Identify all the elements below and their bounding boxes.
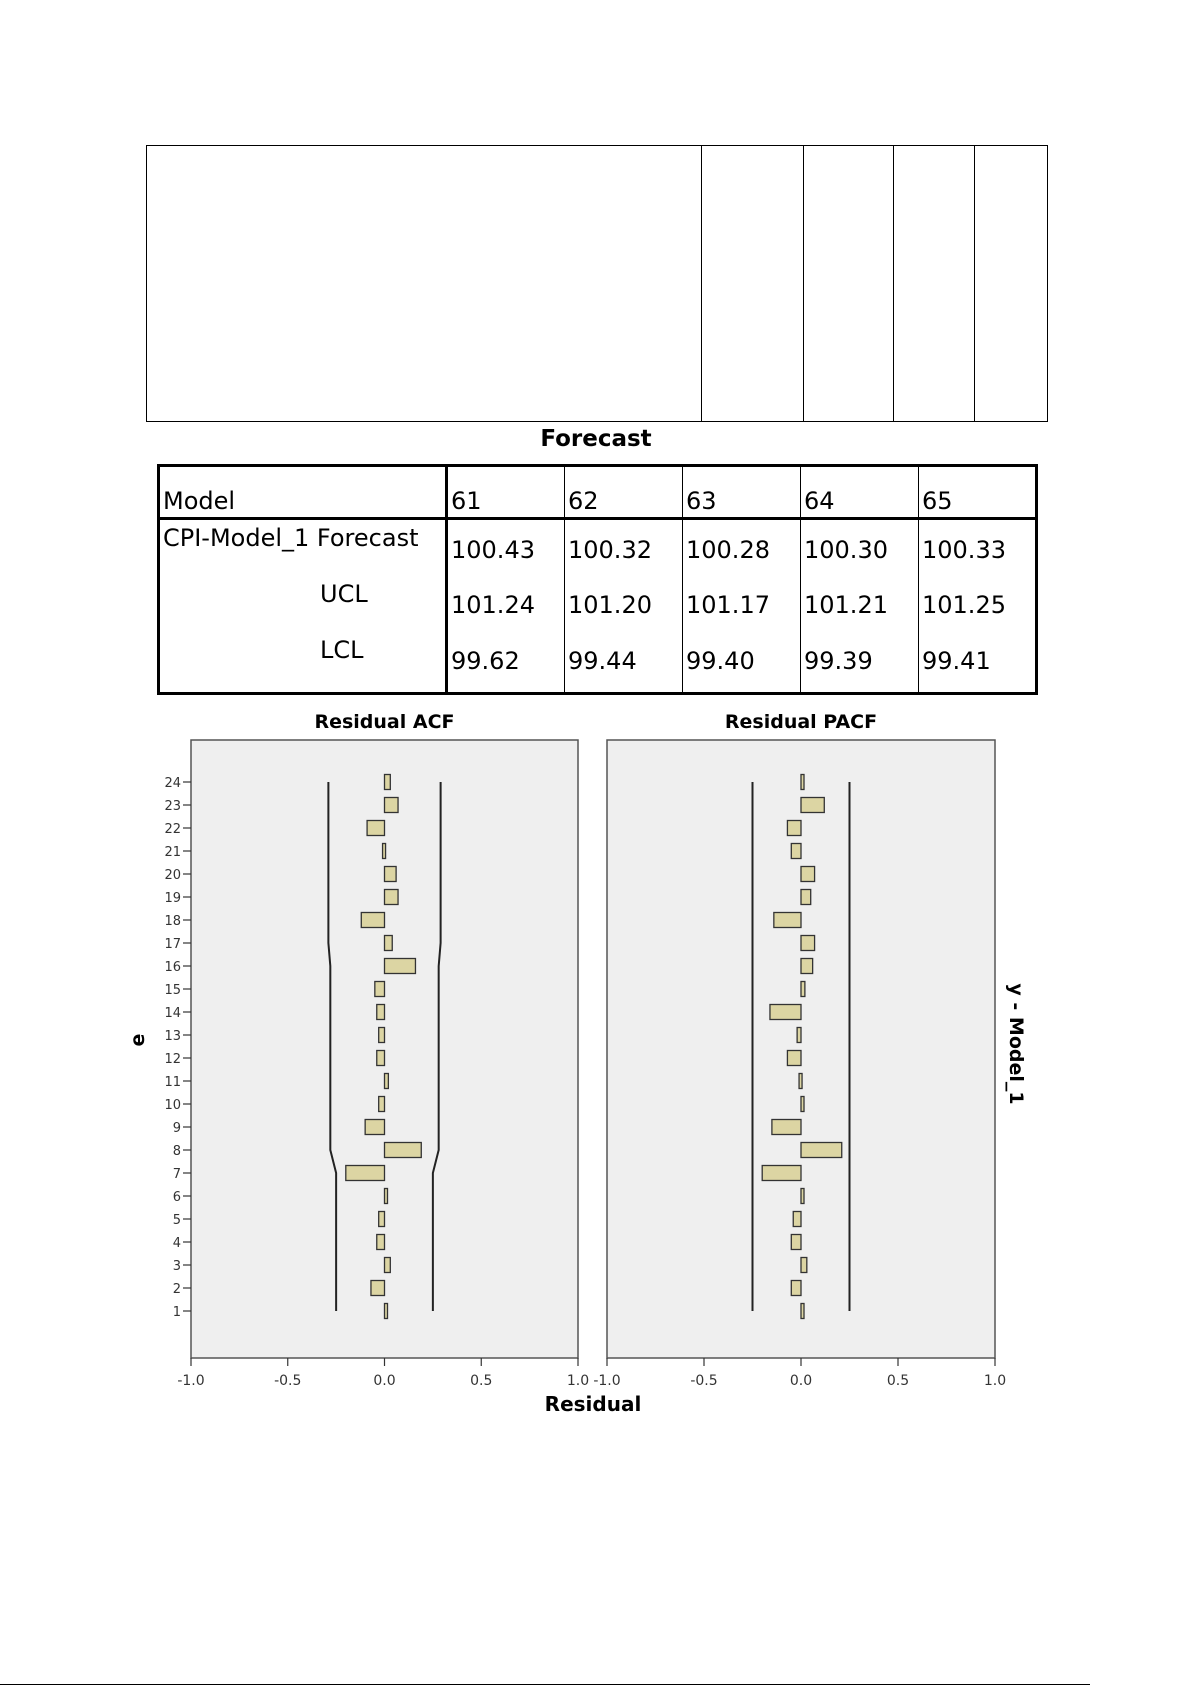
- x-tick-label: -0.5: [274, 1373, 302, 1389]
- y-tick-label: 20: [164, 868, 181, 883]
- residual-bar: [801, 1304, 804, 1319]
- y-tick-label: 9: [172, 1121, 181, 1136]
- x-axis-label: Residual: [544, 1392, 642, 1416]
- x-tick-label: 1.0: [566, 1373, 590, 1389]
- table-cell: 100.43: [447, 519, 565, 581]
- x-tick-label: -1.0: [593, 1373, 621, 1389]
- residual-bar: [377, 1051, 385, 1066]
- residual-bar: [385, 936, 393, 951]
- residual-bar: [361, 913, 384, 928]
- y-tick-label: 4: [172, 1236, 181, 1251]
- y-tick-label: 23: [164, 799, 181, 814]
- y-tick-label: 1: [172, 1305, 181, 1320]
- residual-bar: [367, 821, 384, 836]
- y-tick-label: 10: [164, 1098, 181, 1113]
- x-tick-label: 0.0: [789, 1373, 813, 1389]
- residual-bar: [793, 1212, 801, 1227]
- row-label: LCL: [159, 630, 447, 694]
- residual-bar: [377, 1005, 385, 1020]
- table-cell: 101.17: [683, 580, 801, 630]
- residual-bar: [801, 1258, 807, 1273]
- y-tick-label: 22: [164, 822, 181, 837]
- table-cell: 101.24: [447, 580, 565, 630]
- y-tick-label: 16: [164, 960, 181, 975]
- residual-bar: [379, 1028, 385, 1043]
- table-cell: 100.28: [683, 519, 801, 581]
- y-tick-label: 12: [164, 1052, 181, 1067]
- residual-bar: [346, 1166, 385, 1181]
- header-cell: 61: [447, 466, 565, 519]
- residual-bar: [774, 913, 801, 928]
- residual-bar: [762, 1166, 801, 1181]
- residual-bar: [791, 1281, 801, 1296]
- residual-bar: [787, 1051, 801, 1066]
- table-cell: 101.20: [565, 580, 683, 630]
- y-tick-label: 6: [172, 1190, 181, 1205]
- residual-bar: [385, 798, 399, 813]
- forecast-title: Forecast: [540, 426, 652, 452]
- y-tick-label: 13: [164, 1029, 181, 1044]
- y-tick-label: 7: [172, 1167, 181, 1182]
- residual-bar: [791, 844, 801, 859]
- residual-bar: [801, 775, 804, 790]
- residual-bar: [385, 1074, 389, 1089]
- y-tick-label: 24: [164, 776, 181, 791]
- residual-bar: [801, 867, 815, 882]
- x-tick-label: 0.0: [373, 1373, 396, 1389]
- y-tick-label: 17: [164, 937, 181, 952]
- residual-bar: [770, 1005, 801, 1020]
- row-label: CPI-Model_1 Forecast: [159, 519, 447, 581]
- header-cell: 65: [919, 466, 1037, 519]
- y-tick-label: 8: [172, 1144, 181, 1159]
- residual-bar: [385, 867, 397, 882]
- residual-bar: [385, 1258, 391, 1273]
- header-cell: 62: [565, 466, 683, 519]
- panel-title: Residual PACF: [724, 711, 878, 733]
- right-side-label: y - Model_1: [1005, 983, 1027, 1105]
- residual-bar: [375, 982, 385, 997]
- table-cell: 99.62: [447, 630, 565, 694]
- table-cell: 100.33: [922, 536, 1006, 564]
- residual-bar: [385, 890, 399, 905]
- table-cell: 101.21: [801, 580, 919, 630]
- x-tick-label: 1.0: [983, 1373, 1007, 1389]
- table-cell: 99.41: [922, 647, 991, 675]
- y-tick-label: 18: [164, 914, 181, 929]
- residual-bar: [801, 936, 815, 951]
- x-tick-label: 0.5: [470, 1373, 493, 1389]
- y-tick-label: 3: [172, 1259, 181, 1274]
- residual-bar: [801, 1097, 804, 1112]
- panel-title: Residual ACF: [314, 711, 455, 733]
- header-cell: 63: [683, 466, 801, 519]
- residual-bar: [801, 982, 805, 997]
- x-tick-label: -0.5: [690, 1373, 718, 1389]
- table-cell: 100.32: [565, 519, 683, 581]
- residual-bar: [772, 1120, 801, 1135]
- residual-bar: [801, 1189, 804, 1204]
- x-tick-label: 0.5: [886, 1373, 910, 1389]
- residual-bar: [787, 821, 801, 836]
- y-tick-label: 15: [164, 983, 181, 998]
- residual-bar: [799, 1074, 802, 1089]
- residual-bar: [801, 890, 811, 905]
- residual-bar: [385, 775, 391, 790]
- y-tick-label: 5: [172, 1213, 181, 1228]
- table-cell: 99.39: [801, 630, 919, 694]
- residual-bar: [791, 1235, 801, 1250]
- residual-bar: [801, 1143, 842, 1158]
- residual-bar: [385, 959, 416, 974]
- residual-bar: [801, 798, 824, 813]
- row-label: UCL: [159, 580, 447, 630]
- residual-bar: [385, 1304, 388, 1319]
- residual-bar: [365, 1120, 384, 1135]
- left-side-label-fragment: e: [127, 1033, 149, 1047]
- residual-bar: [379, 1212, 385, 1227]
- residual-bar: [797, 1028, 801, 1043]
- x-tick-label: -1.0: [177, 1373, 205, 1389]
- y-tick-label: 19: [164, 891, 181, 906]
- y-tick-label: 2: [172, 1282, 181, 1297]
- table-cell: 101.25: [922, 591, 1006, 619]
- residual-bar: [377, 1235, 385, 1250]
- header-cell: 64: [801, 466, 919, 519]
- residual-bar: [385, 1189, 388, 1204]
- residual-bar: [385, 1143, 422, 1158]
- header-cell: Model: [159, 466, 447, 519]
- residual-bar: [383, 844, 386, 859]
- residual-bar: [801, 959, 813, 974]
- y-tick-label: 14: [164, 1006, 181, 1021]
- table-cell: 99.40: [683, 630, 801, 694]
- y-tick-label: 21: [164, 845, 181, 860]
- table-cell: 100.30: [801, 519, 919, 581]
- y-tick-label: 11: [164, 1075, 181, 1090]
- residual-bar: [371, 1281, 385, 1296]
- table-cell: 99.44: [565, 630, 683, 694]
- residual-bar: [379, 1097, 385, 1112]
